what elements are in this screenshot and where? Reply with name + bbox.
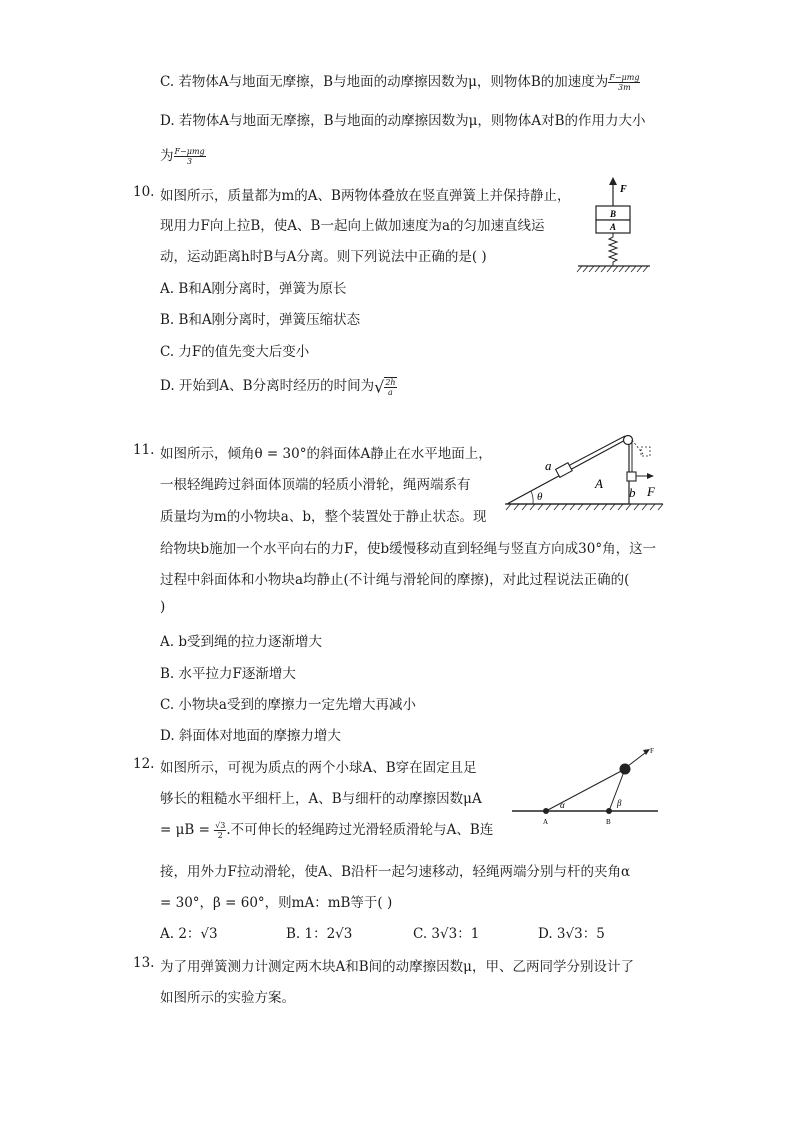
q10-option-d-text: D. 开始到A、B分离时经历的时间为 bbox=[160, 378, 375, 394]
frac-numerator: 2h bbox=[385, 377, 396, 387]
q10-stem-line1: 如图所示，质量都为m的A、B两物体叠放在竖直弹簧上并保持静止， bbox=[160, 188, 571, 204]
q12-stem-line4: 接，用外力F拉动滑轮，使A、B沿杆一起匀速移动，轻绳两端分别与杆的夹角α bbox=[160, 864, 631, 880]
q12-option-d: D. 3√3：5 bbox=[538, 926, 605, 942]
q12-number: 12. bbox=[133, 756, 155, 772]
q9-option-d-line2 bbox=[160, 144, 206, 166]
q10-option-b: B. B和A刚分离时，弹簧压缩状态 bbox=[160, 312, 361, 328]
label-a: A bbox=[610, 222, 617, 232]
block-b bbox=[627, 472, 636, 481]
q12-option-c: C. 3√3：1 bbox=[413, 926, 480, 942]
q9-option-c-text: C. 若物体A与地面无摩擦，B与地面的动摩擦因数为μ，则物体B的加速度为 bbox=[160, 74, 609, 90]
frac-denominator: 3m bbox=[618, 83, 631, 92]
label-F: F bbox=[647, 484, 655, 499]
q11-stem-line2: 一根轻绳跨过斜面体顶端的轻质小滑轮，绳两端系有 bbox=[160, 477, 471, 493]
q12-stem-line5: = 30°，β = 60°，则mA：mB等于( ) bbox=[160, 895, 393, 911]
q12-option-b: B. 1：2√3 bbox=[286, 926, 353, 942]
q12-stem-line3-b: .不可伸长的轻绳跨过光滑轻质滑轮与A、B连 bbox=[226, 822, 494, 838]
q10-number: 10. bbox=[133, 184, 155, 200]
label-A: A bbox=[595, 476, 603, 491]
pulley bbox=[624, 436, 633, 445]
frac-numerator: F−μmg bbox=[609, 73, 640, 82]
q12-stem-line1: 如图所示，可视为质点的两个小球A、B穿在固定且足 bbox=[160, 760, 477, 776]
label-a-small: a bbox=[545, 458, 552, 473]
q11-option-b: B. 水平拉力F逐渐增大 bbox=[160, 666, 296, 682]
q12-stem-line3 bbox=[160, 818, 493, 840]
q11-option-d: D. 斜面体对地面的摩擦力增大 bbox=[160, 728, 341, 744]
label-A: A bbox=[543, 818, 549, 826]
label-beta: β bbox=[617, 798, 622, 808]
frac-denominator: 3 bbox=[187, 157, 193, 166]
label-b: b bbox=[629, 485, 636, 500]
force-f-line bbox=[628, 753, 645, 766]
q13-stem-line2: 如图所示的实验方案。 bbox=[160, 990, 295, 1006]
q10-spring-figure bbox=[570, 176, 660, 276]
label-B: B bbox=[606, 818, 611, 826]
q11-option-c: C. 小物块a受到的摩擦力一定先增大再减小 bbox=[160, 697, 416, 713]
q13-stem-line1: 为了用弹簧测力计测定两木块A和B间的动摩擦因数μ，甲、乙两同学分别设计了 bbox=[160, 959, 634, 975]
q11-stem-line6: ) bbox=[160, 599, 166, 615]
label-F: F bbox=[650, 747, 654, 755]
q11-option-a: A. b受到绳的拉力逐渐增大 bbox=[160, 634, 322, 650]
q12-sqrt3-over-2 bbox=[214, 821, 226, 840]
q11-stem-line3: 质量均为m的小物块a、b，整个装置处于静止状态。现 bbox=[160, 509, 487, 525]
q9-option-d-fraction bbox=[174, 147, 206, 166]
q12-rod-figure bbox=[512, 744, 660, 834]
q10-stem-line3: 动，运动距离h时B与A分离。则下列说法中正确的是( ) bbox=[160, 249, 487, 265]
frac-numerator: √3 bbox=[215, 821, 226, 830]
q11-stem-line5: 过程中斜面体和小物块a均静止(不计绳与滑轮间的摩擦)，对此过程说法正确的( bbox=[160, 572, 630, 588]
q12-stem-line2: 够长的粗糙水平细杆上，A、B与细杆的动摩擦因数μA bbox=[160, 791, 482, 807]
q10-option-a: A. B和A刚分离时，弹簧为原长 bbox=[160, 281, 347, 297]
q9-option-c-fraction bbox=[608, 73, 640, 92]
frac-denominator: a bbox=[388, 387, 393, 397]
q9-option-d-line1: D. 若物体A与地面无摩擦，B与地面的动摩擦因数为μ，则物体A对B的作用力大小 bbox=[160, 113, 646, 129]
q11-number: 11. bbox=[133, 442, 155, 458]
q10-option-d bbox=[160, 374, 397, 397]
q9-option-c bbox=[160, 70, 640, 92]
label-b: B bbox=[610, 209, 617, 219]
q10-option-c: C. 力F的值先变大后变小 bbox=[160, 344, 310, 360]
q12-option-a: A. 2：√3 bbox=[160, 926, 218, 942]
rope-a bbox=[546, 769, 625, 811]
frac-denominator: 2 bbox=[217, 831, 223, 840]
label-f: F bbox=[620, 184, 627, 195]
ball-a bbox=[543, 808, 549, 814]
q11-stem-line4: 给物块b施加一个水平向右的力F，使b缓慢移动直到轻绳与竖直方向成30°角，这一 bbox=[160, 541, 657, 557]
ground-hatch bbox=[577, 266, 648, 272]
q13-number: 13. bbox=[133, 955, 155, 971]
label-theta: θ bbox=[537, 491, 543, 503]
q10-stem-line2: 现用力F向上拉B，使A、B一起向上做加速度为a的匀加速直线运 bbox=[160, 218, 545, 234]
ground-hatch bbox=[506, 504, 663, 510]
block-b-dashed bbox=[641, 447, 650, 456]
q9-option-d-line2-text: 为 bbox=[160, 148, 174, 164]
force-f-head bbox=[647, 473, 654, 479]
spring bbox=[609, 233, 617, 266]
ball-b bbox=[606, 808, 612, 814]
q10-option-d-sqrt: √ $\frac{2h}{a}$ bbox=[374, 377, 396, 397]
q12-stem-line3-a: = μB = bbox=[160, 822, 215, 838]
label-alpha: α bbox=[560, 800, 565, 810]
force-arrow-head bbox=[609, 177, 617, 185]
q11-stem-line1: 如图所示，倾角θ = 30°的斜面体A静止在水平地面上， bbox=[160, 446, 492, 462]
q11-incline-figure bbox=[505, 434, 665, 514]
frac-numerator: F−μmg bbox=[174, 147, 205, 156]
